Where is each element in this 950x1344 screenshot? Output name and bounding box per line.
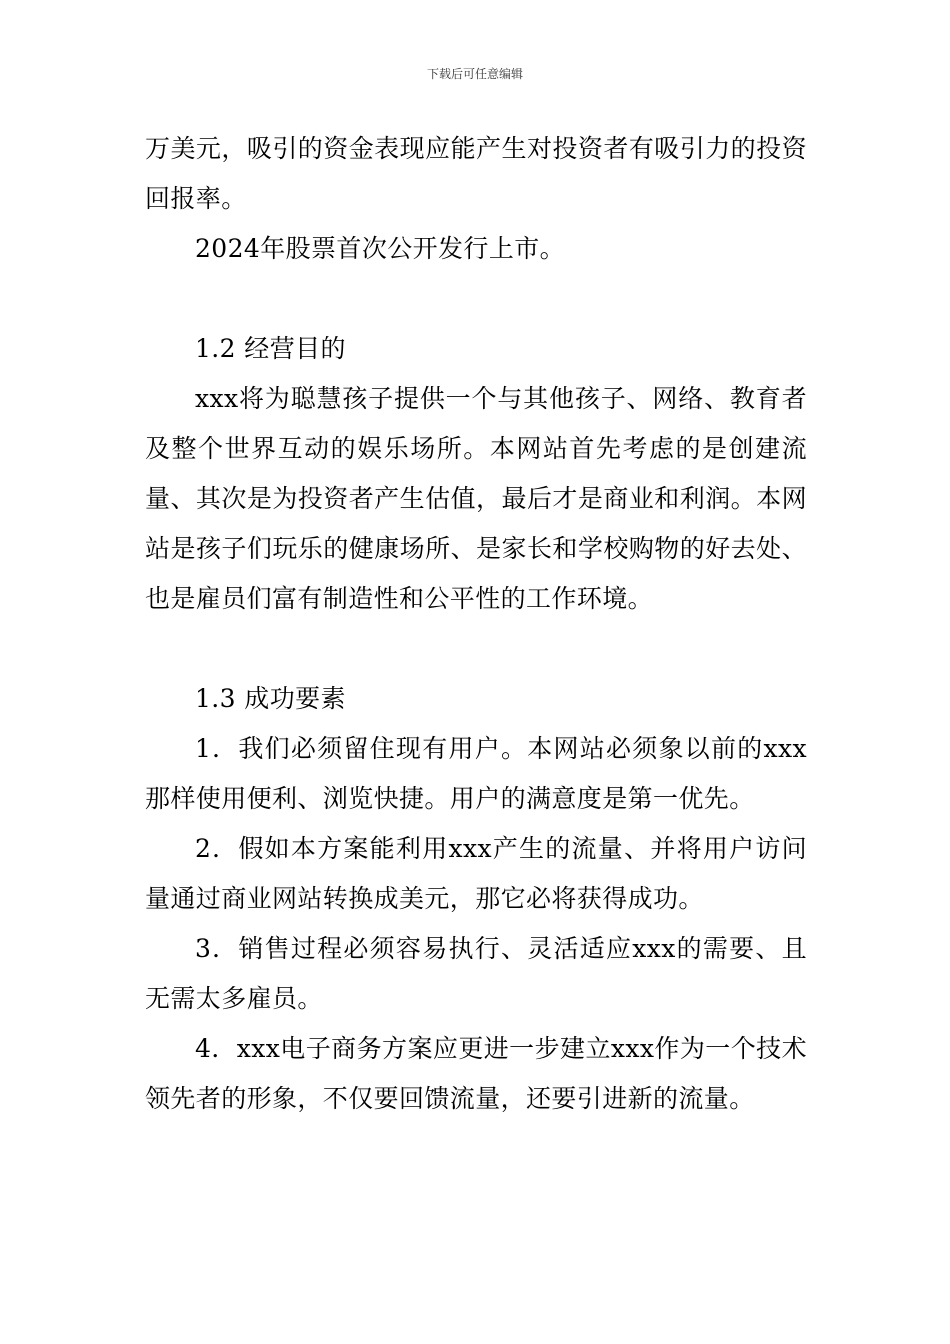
document-body xyxy=(145,124,807,1124)
list-item-1: 1．我们必须留住现有用户。本网站必须象以前的xxx那样使用便利、浏览快捷。用户的满意度是第一优先。 xyxy=(145,734,807,813)
section-heading-1-3: 1.3 成功要素 xyxy=(195,684,346,713)
list-item-2: 2．假如本方案能利用xxx产生的流量、并将用户访问量通过商业网站转换成美元，那它必将获得成功。 xyxy=(145,834,807,913)
list-item-3: 3．销售过程必须容易执行、灵活适应xxx的需要、且无需太多雇员。 xyxy=(145,934,807,1013)
paragraph-objectives: xxx将为聪慧孩子提供一个与其他孩子、网络、教育者及整个世界互动的娱乐场所。本网站首先考虑的是创建流量、其次是为投资者产生估值，最后才是商业和利润。本网站是孩子们玩乐的健康场所、是家长和学校购物的好去处、也是雇员们富有制造性和公平性的工作环境。 xyxy=(145,384,807,613)
list-item-4: 4．xxx电子商务方案应更进一步建立xxx作为一个技术领先者的形象，不仅要回馈流量，还要引进新的流量。 xyxy=(145,1034,807,1113)
paragraph-funding: 万美元，吸引的资金表现应能产生对投资者有吸引力的投资回报率。 xyxy=(145,134,807,213)
blank-line xyxy=(145,624,807,674)
blank-line xyxy=(145,274,807,324)
paragraph-ipo: 2024年股票首次公开发行上市。 xyxy=(195,234,566,263)
section-heading-1-2: 1.2 经营目的 xyxy=(195,334,346,363)
header-note: 下载后可任意编辑 xyxy=(426,67,523,81)
